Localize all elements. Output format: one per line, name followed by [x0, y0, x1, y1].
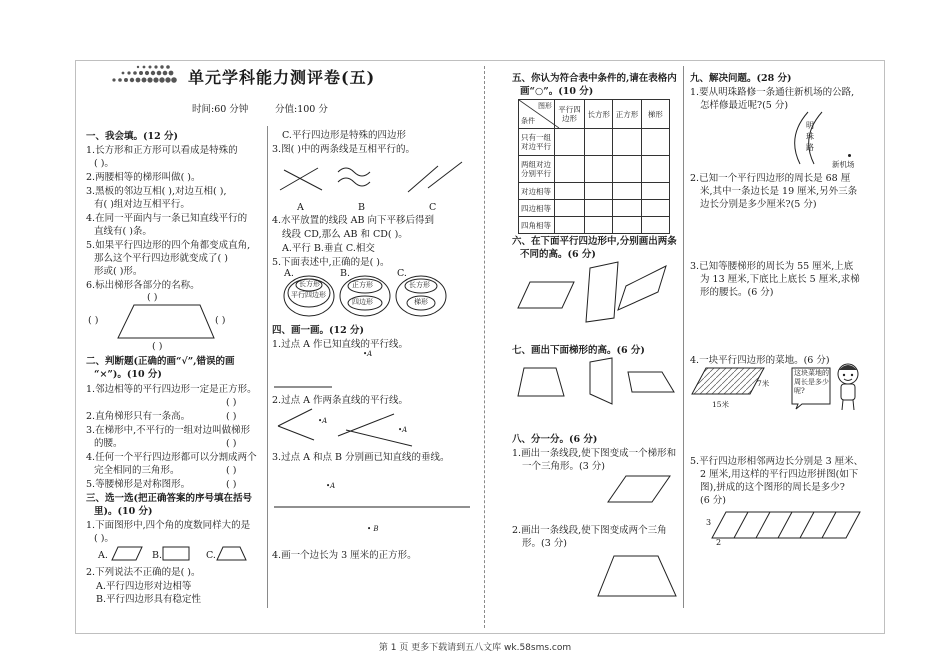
divide-q1-line2: 一个三角形。(3 分) [522, 461, 605, 472]
fill-q2: 2.两腰相等的梯形叫做( )。 [86, 172, 201, 183]
choice-q2-option-a: A.平行四边形对边相等 [96, 581, 192, 592]
judge-q3-line1: 3.在梯形中,不平行的一组对边叫做梯形 [86, 425, 251, 436]
draw-q1-point-a: •A [363, 350, 373, 358]
diagram-a-rectangle: 长方形 [299, 280, 320, 288]
table-cell[interactable] [554, 200, 584, 217]
problem-3-line1: 3.已知等腰梯形的周长为 55 厘米,上底 [690, 261, 854, 272]
choice-q2: 2.下列说法不正确的是( )。 [86, 567, 201, 578]
section-6-heading-line2: 不同的高。(6 分) [520, 249, 596, 260]
section-7-trapezoids [518, 358, 678, 408]
trapezoid-right-label: ( ) [215, 315, 226, 326]
choice-q5-option-a: A. [284, 268, 294, 279]
problem-2-line2: 米,其中一条边长是 19 厘米,另外三条 [700, 186, 858, 197]
choice-q1-option-b: B. [152, 550, 163, 561]
problem-5-line4: (6 分) [700, 495, 726, 506]
judge-q3-line2: 的腰。 [94, 438, 123, 449]
table-cell[interactable] [613, 183, 641, 200]
table-cell[interactable] [641, 156, 669, 183]
table-cell[interactable] [585, 129, 613, 156]
table-corner-top: 图形 [537, 102, 552, 110]
judge-q4-blank[interactable]: ( ) [226, 465, 237, 476]
table-cell[interactable] [641, 200, 669, 217]
choice-q4-line2: 线段 CD,那么 AB 和 CD( )。 [282, 229, 408, 240]
table-cell[interactable] [585, 217, 613, 234]
section-6-parallelograms [518, 262, 670, 324]
table-header-rectangle: 长方形 [585, 100, 613, 129]
table-row-label: 四角相等 [519, 217, 555, 234]
diagram-c-trapezoid: 梯形 [414, 298, 428, 306]
diagram-c-rectangle: 长方形 [409, 281, 430, 289]
diagram-b-square: 正方形 [352, 281, 373, 289]
exam-score: 分值:100 分 [275, 104, 328, 115]
fill-q5-line2: 那么这个平行四边形就变成了( ) [94, 253, 228, 264]
section-6-heading-line1: 六、在下面平行四边形中,分别画出两条 [512, 236, 677, 247]
trapezoid-top-label: ( ) [147, 292, 158, 303]
table-corner-cell [519, 100, 555, 129]
exam-title: 单元学科能力测评卷(五) [188, 68, 376, 87]
draw-q2-lines [276, 406, 416, 450]
section-1-heading: 一、我会填。(12 分) [86, 131, 179, 142]
section-2-heading-line1: 二、判断题(正确的画“√”,错误的画 [86, 356, 235, 367]
choice-q5-option-c: C. [397, 268, 407, 279]
conditions-table [518, 99, 670, 234]
trapezoid-figure [112, 300, 222, 345]
table-cell[interactable] [641, 217, 669, 234]
judge-q5: 5.等腰梯形是对称图形。 [86, 479, 191, 490]
choice-q5-option-b: B. [340, 268, 351, 279]
problem-3-line3: 形的腰长。(6 分) [700, 287, 774, 298]
choice-q4-line1: 4.水平放置的线段 AB 向下平移后得到 [272, 215, 434, 226]
fill-q5-line1: 5.如果平行四边形的四个角都变成直角, [86, 240, 251, 251]
draw-q2-point-a-right: •A [398, 426, 408, 434]
table-cell[interactable] [585, 200, 613, 217]
column-divider-3 [683, 66, 684, 608]
diagram-b-quadrilateral: 四边形 [352, 298, 373, 306]
choice-q4-options: A.平行 B.垂直 C.相交 [282, 243, 375, 254]
fill-q3-line1: 3.黑板的邻边互相( ),对边互相( ), [86, 186, 227, 197]
section-2-heading-line2: “×”)。(10 分) [94, 369, 162, 380]
problem-2-line3: 边长分别是多少厘米?(5 分) [700, 199, 817, 210]
figure-label-a: A [297, 202, 304, 213]
fill-q5-line3: 形或( )形。 [94, 266, 143, 277]
diagram-a-parallelogram: 平行四边形 [291, 291, 326, 299]
problem-1-line2: 怎样修最近呢?(5 分) [700, 100, 789, 111]
table-corner-bottom: 条件 [521, 117, 535, 125]
judge-q3-blank[interactable]: ( ) [226, 438, 237, 449]
table-cell[interactable] [585, 183, 613, 200]
divide-q1-parallelogram [606, 474, 672, 504]
judge-q5-blank[interactable]: ( ) [226, 479, 237, 490]
airport-label: 新机场 [832, 160, 855, 169]
divide-q2-line2: 形。(3 分) [522, 538, 567, 549]
option-c-trapezoid [216, 546, 248, 562]
choice-q1-option-a: A. [98, 550, 108, 561]
choice-q3-figures [278, 160, 478, 200]
table-header-square: 正方形 [613, 100, 641, 129]
trapezoid-left-label: ( ) [88, 315, 99, 326]
section-7-heading: 七、画出下面梯形的高。(6 分) [512, 345, 645, 356]
fill-q1-line2: ( )。 [94, 158, 114, 169]
table-cell[interactable] [613, 156, 641, 183]
divide-q2-trapezoid [596, 554, 678, 598]
fill-q1-line1: 1.长方形和正方形可以看成是特殊的 [86, 145, 238, 156]
choice-q3: 3.图( )中的两条线是互相平行的。 [272, 144, 415, 155]
parallelogram-chain-figure [712, 510, 862, 540]
problem-5-line3: 图),拼成的这个图形的周长是多少? [700, 482, 845, 493]
table-row-label: 对边相等 [519, 183, 555, 200]
draw-q3: 3.过点 A 和点 B 分别画已知直线的垂线。 [272, 452, 450, 463]
section-5-heading-line2: 画“○”。(10 分) [520, 86, 594, 97]
judge-q4-line1: 4.任何一个平行四边形都可以分割成两个 [86, 452, 257, 463]
divide-q2-line1: 2.画出一条线段,使下图变成两个三角 [512, 525, 667, 536]
figure-label-c: C [429, 202, 437, 213]
choice-q2-option-b: B.平行四边形具有稳定性 [96, 594, 202, 605]
problem-5-line1: 5.平行四边形相邻两边长分别是 3 厘米、 [690, 456, 864, 467]
page-footer: 第 1 页 更多下载请到五八文库 wk.58sms.com [378, 643, 572, 653]
title-dots-decoration [110, 66, 180, 86]
divide-q1-line1: 1.画出一条线段,使下图变成一个梯形和 [512, 448, 677, 459]
fold-line [484, 66, 485, 628]
choice-q1-line1: 1.下面图形中,四个角的度数同样大的是 [86, 520, 251, 531]
table-cell[interactable] [585, 156, 613, 183]
option-b-rectangle [162, 546, 190, 562]
fill-q4-line2: 直线有( )条。 [94, 226, 152, 237]
table-cell[interactable] [554, 129, 584, 156]
field-base-label: 15米 [712, 400, 730, 409]
side-length-2: 2 [716, 538, 722, 547]
table-row-label: 两组对边分别平行 [519, 156, 555, 183]
exam-time: 时间:60 分钟 [192, 104, 249, 115]
fill-q6: 6.标出梯形各部分的名称。 [86, 280, 200, 291]
section-8-heading: 八、分一分。(6 分) [512, 434, 598, 445]
trapezoid-bottom-label: ( ) [152, 341, 163, 352]
table-cell[interactable] [554, 156, 584, 183]
table-cell[interactable] [613, 200, 641, 217]
problem-3-line2: 为 13 厘米,下底比上底长 5 厘米,求梯 [700, 274, 860, 285]
fill-q3-line2: 有( )组对边互相平行。 [94, 199, 190, 210]
choice-q5: 5.下面表述中,正确的是( )。 [272, 257, 390, 268]
table-row-label: 只有一组对边平行 [519, 129, 555, 156]
figure-label-b: B [358, 202, 365, 213]
section-3-heading-line1: 三、选一选(把正确答案的序号填在括号 [86, 493, 252, 504]
choice-q1-option-c: C. [206, 550, 216, 561]
vegetable-field-figure [692, 366, 766, 398]
judge-q2-blank[interactable]: ( ) [226, 411, 237, 422]
speech-bubble-text: 这块菜地的周长是多少呢? [794, 369, 829, 395]
problem-1-line1: 1.要从明珠路修一条通往新机场的公路, [690, 87, 855, 98]
table-row-label: 四边相等 [519, 200, 555, 217]
table-header-parallelogram: 平行四边形 [554, 100, 584, 129]
table-cell[interactable] [613, 217, 641, 234]
draw-q1: 1.过点 A 作已知直线的平行线。 [272, 339, 408, 350]
column-divider-1 [267, 126, 268, 608]
judge-q1: 1.邻边相等的平行四边形一定是正方形。 [86, 384, 257, 395]
table-cell[interactable] [554, 217, 584, 234]
draw-q2: 2.过点 A 作两条直线的平行线。 [272, 395, 408, 406]
road-label: 明珠路 [806, 121, 814, 152]
draw-q3-point-a: •A [326, 482, 336, 490]
table-cell[interactable] [554, 183, 584, 200]
cartoon-kid-icon [834, 362, 862, 412]
judge-q1-blank[interactable]: ( ) [226, 397, 237, 408]
field-height-label: 7米 [757, 379, 770, 388]
table-cell[interactable] [613, 129, 641, 156]
section-3-heading-line2: 里)。(10 分) [94, 506, 153, 517]
table-cell[interactable] [641, 183, 669, 200]
judge-q4-line2: 完全相同的三角形。 [94, 465, 180, 476]
problem-4: 4.一块平行四边形的菜地。(6 分) [690, 355, 830, 366]
fill-q4-line1: 4.在同一平面内与一条已知直线平行的 [86, 213, 248, 224]
side-length-3: 3 [706, 518, 712, 527]
draw-q4: 4.画一个边长为 3 厘米的正方形。 [272, 550, 417, 561]
choice-q1-line2: ( )。 [94, 533, 114, 544]
choice-q2-option-c: C.平行四边形是特殊的四边形 [282, 130, 406, 141]
table-cell[interactable] [641, 129, 669, 156]
option-a-parallelogram [111, 546, 143, 562]
section-5-heading-line1: 五、你认为符合表中条件的,请在表格内 [512, 73, 677, 84]
problem-2-line1: 2.已知一个平行四边形的周长是 68 厘 [690, 173, 851, 184]
draw-q2-point-a-left: •A [318, 417, 328, 425]
section-9-heading: 九、解决问题。(28 分) [690, 73, 792, 84]
table-header-trapezoid: 梯形 [641, 100, 669, 129]
section-4-heading: 四、画一画。(12 分) [272, 325, 365, 336]
judge-q2: 2.直角梯形只有一条高。 [86, 411, 191, 422]
airport-point [848, 154, 851, 157]
draw-q1-line [274, 385, 334, 389]
draw-q3-line [274, 505, 474, 509]
draw-q3-point-b: • B [367, 525, 379, 533]
problem-5-line2: 2 厘米,用这样的平行四边形拼图(如下 [700, 469, 859, 480]
